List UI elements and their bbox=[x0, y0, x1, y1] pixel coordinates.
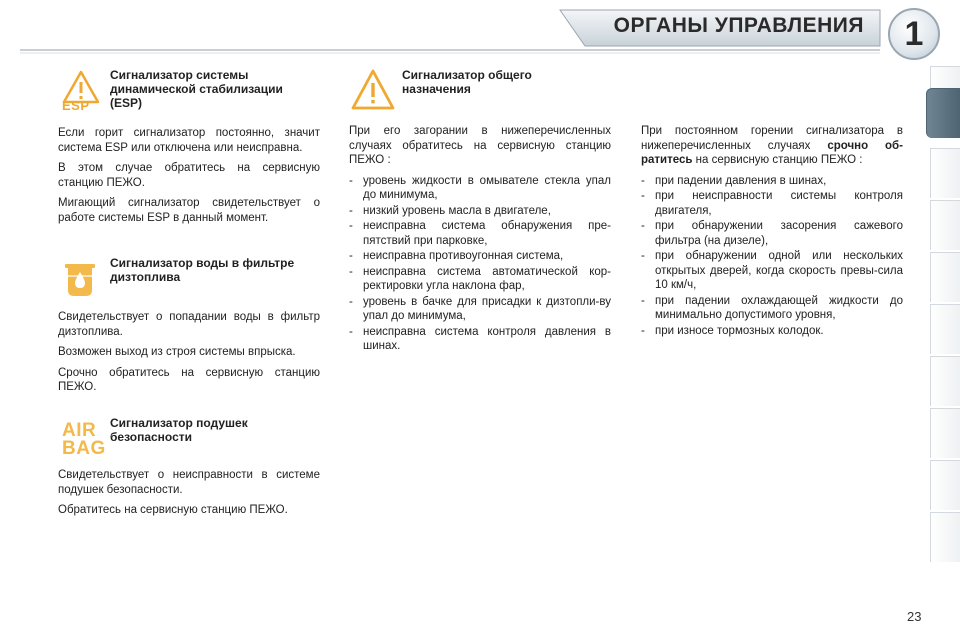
general-text bbox=[349, 124, 611, 355]
intro-bold: срочно об-ратитесь bbox=[641, 139, 903, 166]
general-warning-icon bbox=[350, 68, 396, 112]
side-tab[interactable] bbox=[930, 408, 960, 458]
header-bar bbox=[0, 0, 960, 58]
esp-icon-label: ESP bbox=[62, 98, 90, 113]
water-text bbox=[58, 310, 320, 401]
airbag-icon bbox=[62, 420, 106, 462]
page-number: 23 bbox=[907, 609, 922, 624]
paragraph: В этом случае обратитесь на сервисную станцию ПЕЖО. bbox=[58, 162, 320, 189]
side-tab-active[interactable] bbox=[926, 88, 960, 138]
airbag-icon-line2: BAG bbox=[62, 438, 106, 459]
airbag-icon-line1: AIR bbox=[62, 420, 97, 441]
side-tab[interactable] bbox=[930, 252, 960, 302]
esp-heading: Сигнализатор системы динамической стабилизации (ESP) bbox=[110, 68, 283, 110]
side-tab[interactable] bbox=[930, 200, 960, 250]
side-tab[interactable] bbox=[930, 512, 960, 562]
list-item: - неисправна система контроля давления в шинах. bbox=[349, 325, 611, 354]
list-item: - при износе тормозных колодок. bbox=[641, 324, 903, 339]
intro-end: на сервисную станцию ПЕЖО : bbox=[695, 154, 863, 166]
list-item: - уровень жидкости в омывателе стекла упал до минимума, bbox=[349, 174, 611, 203]
paragraph: Свидетельствует о попадании воды в фильтр дизтоплива. bbox=[58, 311, 320, 338]
list-item: - при обнаружении одной или нескольких открытых дверей, когда скорость превы-сила 10 км/ч, bbox=[641, 249, 903, 293]
paragraph: Срочно обратитесь на сервисную станцию ПЕЖО. bbox=[58, 366, 320, 393]
list-item: - низкий уровень масла в двигателе, bbox=[349, 204, 611, 219]
side-tabs bbox=[922, 66, 960, 576]
side-tab[interactable] bbox=[930, 304, 960, 354]
paragraph: Обратитесь на сервисную станцию ПЕЖО. bbox=[58, 504, 288, 516]
water-heading: Сигнализатор воды в фильтре дизтоплива bbox=[110, 256, 295, 284]
permanent-text bbox=[641, 124, 903, 339]
paragraph: Если горит сигнализатор постоянно, значит система ESP или отключена или неисправна. bbox=[58, 127, 320, 154]
page-title: ОРГАНЫ УПРАВЛЕНИЯ bbox=[613, 14, 864, 37]
list-item: - при падении охлаждающей жидкости до минимально допустимого уровня, bbox=[641, 294, 903, 323]
general-heading: Сигнализатор общего назначения bbox=[402, 68, 532, 96]
list-item: - неисправна противоугонная система, bbox=[349, 249, 611, 264]
list-item: - неисправна система обнаружения пре-пятствий при парковке, bbox=[349, 219, 611, 248]
side-tab[interactable] bbox=[930, 148, 960, 198]
chapter-badge: 1 bbox=[888, 8, 940, 60]
list-item: - уровень в бачке для присадки к дизтопли-ву упал до минимума, bbox=[349, 295, 611, 324]
paragraph: При его загорании в нижеперечисленных случаях обратитесь на сервисную станцию ПЕЖО : bbox=[349, 125, 611, 166]
list-item: - при неисправности системы контроля двигателя, bbox=[641, 189, 903, 218]
paragraph: Свидетельствует о неисправности в системе подушек безопасности. bbox=[58, 469, 320, 496]
paragraph bbox=[641, 124, 903, 168]
list-item: - при падении давления в шинах, bbox=[641, 174, 903, 189]
airbag-text bbox=[58, 468, 320, 524]
airbag-heading: Сигнализатор подушек безопасности bbox=[110, 416, 248, 444]
paragraph: Мигающий сигнализатор свидетельствует о работе системы ESP в данный момент. bbox=[58, 197, 320, 224]
water-in-filter-icon bbox=[60, 256, 100, 300]
side-tab[interactable] bbox=[930, 356, 960, 406]
list-item: - неисправна система автоматической кор-ректировки угла наклона фар, bbox=[349, 265, 611, 294]
list-item: - при обнаружении засорения сажевого фильтра (на дизеле), bbox=[641, 219, 903, 248]
permanent-list bbox=[641, 174, 903, 339]
paragraph: Возможен выход из строя системы впрыска. bbox=[58, 346, 296, 358]
side-tab[interactable] bbox=[930, 460, 960, 510]
general-list bbox=[349, 174, 611, 354]
esp-text bbox=[58, 126, 320, 231]
intro-start: При постоянном горении сигнализатора в нижеперечисленных случаях bbox=[641, 125, 903, 152]
